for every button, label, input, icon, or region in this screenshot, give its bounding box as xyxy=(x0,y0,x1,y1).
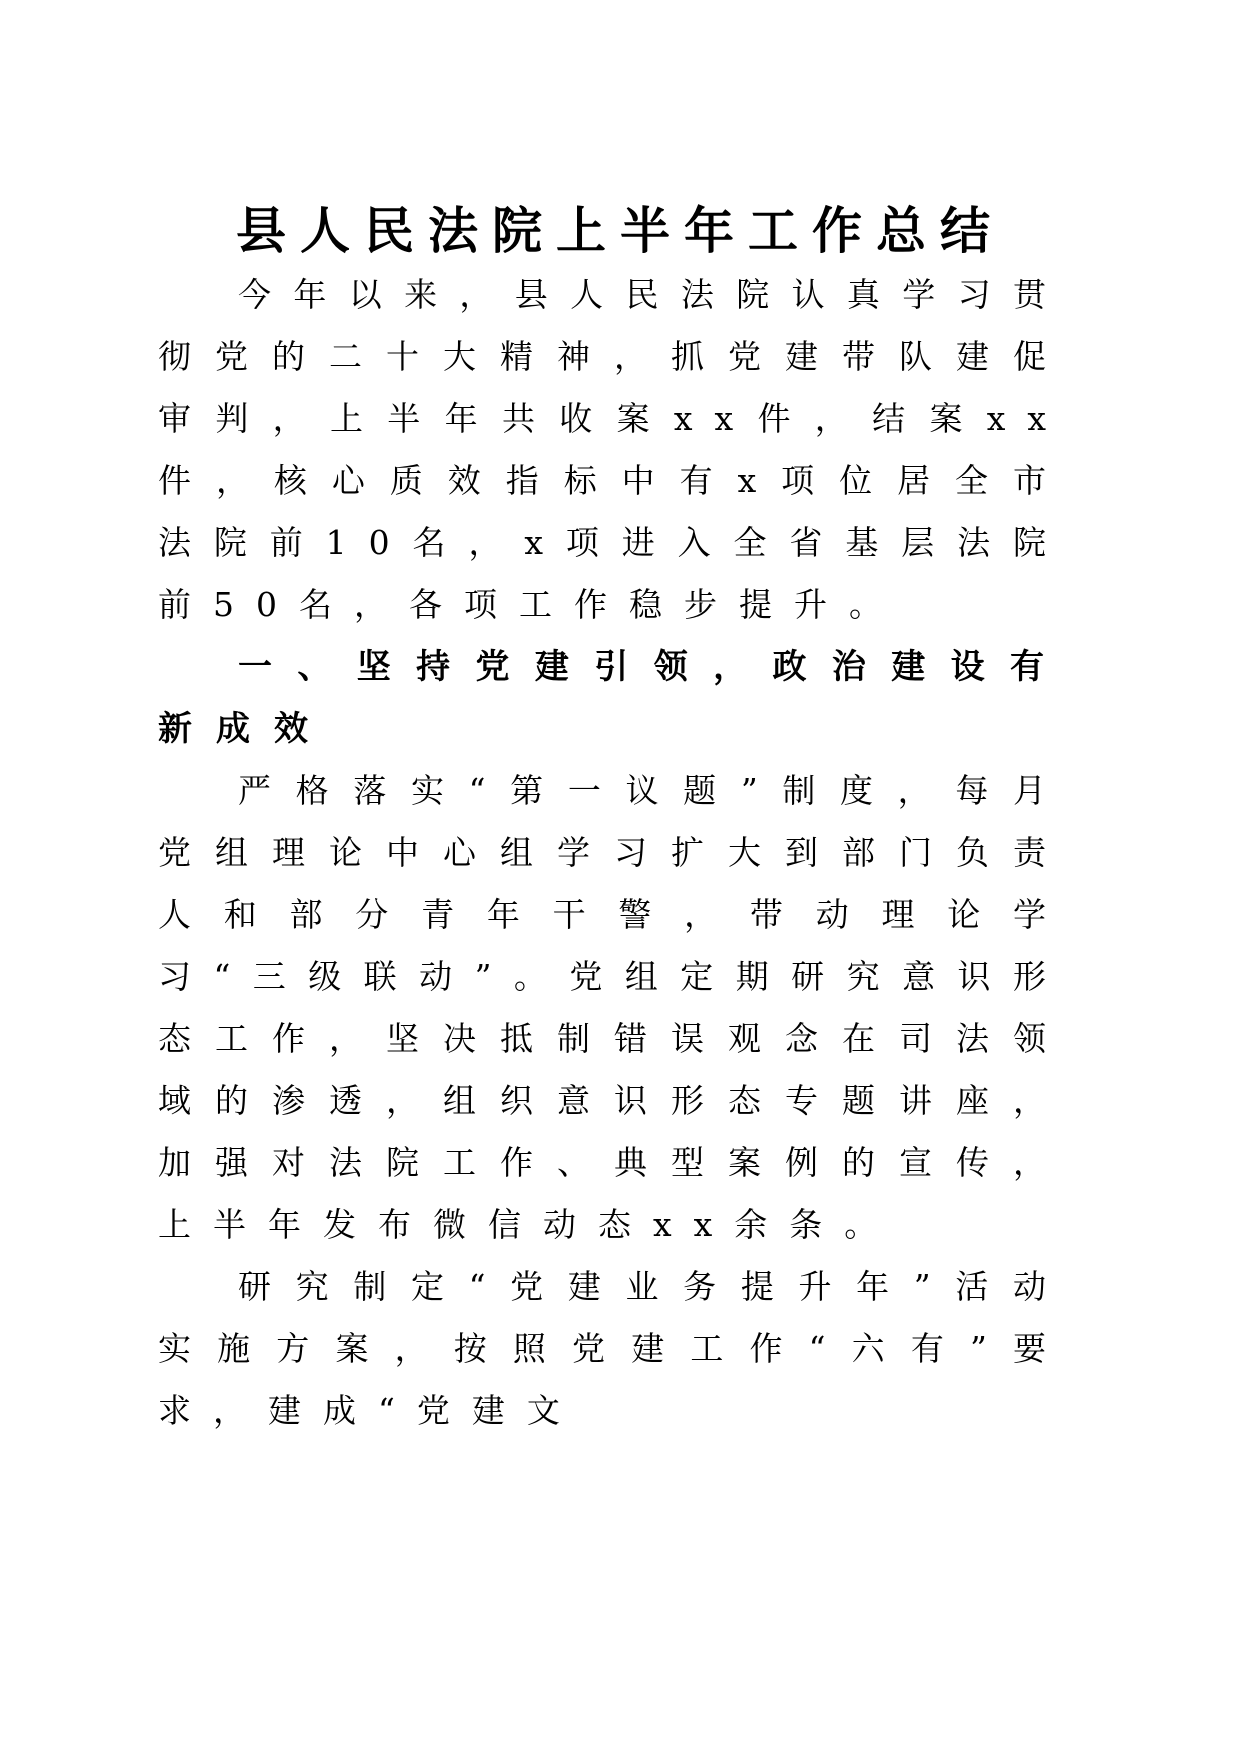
document-title: 县人民法院上半年工作总结 xyxy=(236,201,1004,260)
document-body xyxy=(158,264,1068,1442)
intro-paragraph: 今年以来，县人民法院认真学习贯彻党的二十大精神，抓党建带队建促审判，上半年共收案xx件，结案xx件，核心质效指标中有x项位居全市法院前10名，x项进入全省基层法院前50名，各项工作稳步提升。 xyxy=(158,275,1068,624)
section-1-paragraph-2: 研究制定“党建业务提升年”活动实施方案，按照党建工作“六有”要求，建成“党建文 xyxy=(158,1267,1068,1430)
section-1-paragraph-1: 严格落实“第一议题”制度，每月党组理论中心组学习扩大到部门负责人和部分青年干警，带动理论学习“三级联动”。党组定期研究意识形态工作，坚决抵制错误观念在司法领域的渗透，组织意识形态专题讲座，加强对法院工作、典型案例的宣传，上半年发布微信动态xx余条。 xyxy=(158,771,1068,1244)
section-heading-1: 一、坚持党建引领，政治建设有新成效 xyxy=(158,647,1068,749)
